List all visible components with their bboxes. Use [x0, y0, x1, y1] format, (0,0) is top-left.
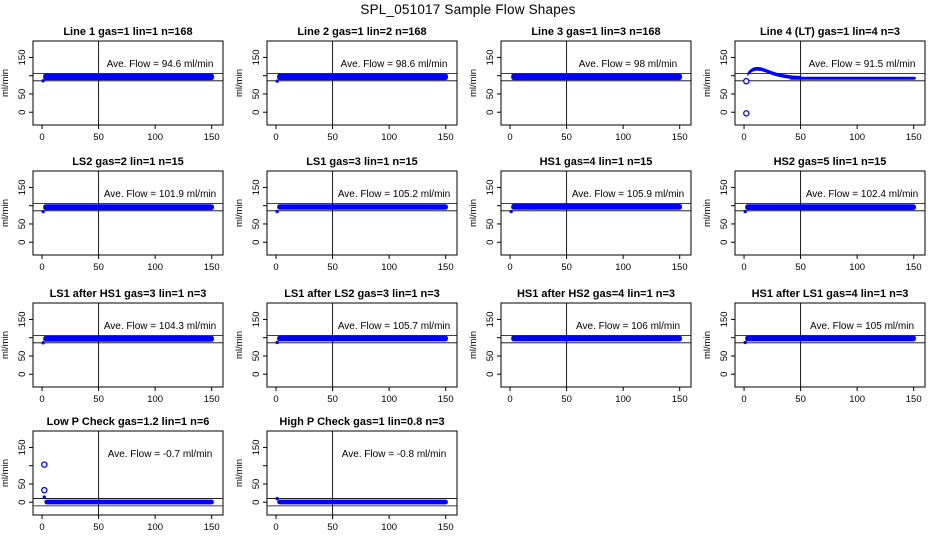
- x-tick-label: 100: [381, 262, 398, 273]
- outlier-dot-point: [743, 210, 746, 213]
- subplot-svg: [468, 153, 702, 285]
- y-axis-label: ml/min: [0, 331, 11, 359]
- subplot-title: LS1 gas=3 lin=1 n=15: [306, 156, 418, 168]
- x-tick-label: 0: [39, 522, 45, 533]
- x-tick-label: 50: [327, 132, 338, 143]
- data-band: [745, 336, 916, 342]
- avg-flow-annotation: Ave. Flow = 102.4 ml/min: [805, 189, 919, 200]
- y-tick-label: 50: [17, 478, 28, 490]
- subplot-title: Line 2 gas=1 lin=2 n=168: [297, 26, 427, 38]
- subplot-title: Low P Check gas=1.2 lin=1 n=6: [46, 416, 210, 428]
- avg-flow-annotation: Ave. Flow = 98.6 ml/min: [340, 59, 448, 70]
- data-band: [277, 336, 448, 342]
- y-tick-label: 0: [719, 239, 730, 245]
- avg-flow-annotation: Ave. Flow = 91.5 ml/min: [808, 59, 916, 70]
- x-tick-label: 150: [437, 262, 454, 273]
- avg-flow-annotation: Ave. Flow = -0.8 ml/min: [341, 449, 447, 460]
- data-band: [511, 336, 682, 342]
- subplot-svg: [702, 285, 936, 417]
- data-band: [44, 500, 214, 505]
- avg-flow-annotation: Ave. Flow = 106 ml/min: [575, 321, 681, 332]
- data-band: [277, 500, 448, 505]
- y-tick-label: 0: [251, 371, 262, 377]
- avg-flow-annotation: Ave. Flow = 105.9 ml/min: [571, 189, 685, 200]
- avg-flow-annotation: Ave. Flow = 105.2 ml/min: [337, 189, 451, 200]
- y-tick-label: 50: [485, 350, 496, 362]
- plot-box: [267, 303, 457, 387]
- avg-flow-annotation: Ave. Flow = 104.3 ml/min: [103, 321, 217, 332]
- y-axis-label: ml/min: [234, 331, 245, 359]
- main-title: SPL_051017 Sample Flow Shapes: [360, 2, 576, 17]
- subplot-panel: [234, 413, 468, 545]
- x-tick-label: 50: [795, 394, 806, 405]
- y-tick-label: 150: [719, 49, 730, 66]
- x-tick-label: 150: [671, 262, 688, 273]
- plot-box: [33, 171, 223, 255]
- y-tick-label: 50: [251, 478, 262, 490]
- subplot-title: HS1 gas=4 lin=1 n=15: [539, 156, 653, 168]
- subplot-svg: [234, 153, 468, 285]
- avg-flow-annotation: Ave. Flow = -0.7 ml/min: [107, 449, 213, 460]
- x-tick-label: 100: [849, 262, 866, 273]
- y-tick-label: 50: [719, 88, 730, 100]
- y-tick-label: 0: [485, 371, 496, 377]
- x-tick-label: 50: [93, 522, 104, 533]
- y-tick-label: 0: [17, 239, 28, 245]
- subplot-panel: [702, 153, 936, 285]
- outlier-dot-point: [275, 341, 278, 344]
- subplot-svg: [468, 285, 702, 417]
- plot-box: [33, 41, 223, 125]
- y-tick-label: 50: [251, 350, 262, 362]
- x-tick-label: 150: [905, 132, 922, 143]
- plot-box: [735, 303, 925, 387]
- x-tick-label: 0: [741, 262, 747, 273]
- outlier-dot-point: [275, 210, 278, 213]
- plot-box: [735, 171, 925, 255]
- outlier-dot-point: [43, 495, 46, 498]
- x-tick-label: 50: [795, 132, 806, 143]
- x-tick-label: 0: [273, 522, 279, 533]
- y-tick-label: 0: [719, 371, 730, 377]
- subplot-panel: [702, 23, 936, 155]
- subplot-title: HS1 after LS1 gas=4 lin=1 n=3: [751, 288, 909, 300]
- data-band: [511, 74, 682, 81]
- avg-flow-annotation: Ave. Flow = 105 ml/min: [809, 321, 915, 332]
- x-tick-label: 100: [147, 522, 164, 533]
- data-band: [511, 204, 682, 210]
- subplot-svg: [234, 413, 468, 545]
- plot-box: [501, 41, 691, 125]
- data-band: [43, 74, 214, 81]
- plot-box: [735, 41, 925, 125]
- y-tick-label: 0: [17, 109, 28, 115]
- y-tick-label: 0: [17, 499, 28, 505]
- x-tick-label: 0: [507, 262, 513, 273]
- y-axis-label: ml/min: [702, 199, 713, 227]
- x-tick-label: 150: [437, 132, 454, 143]
- plot-box: [33, 303, 223, 387]
- subplot-panel: [468, 23, 702, 155]
- subplot-panel: [468, 153, 702, 285]
- x-tick-label: 0: [273, 262, 279, 273]
- subplot-panel: [468, 285, 702, 417]
- y-axis-label: ml/min: [468, 69, 479, 97]
- x-tick-label: 100: [615, 262, 632, 273]
- subplot-panel: [0, 153, 234, 285]
- subplot-title: High P Check gas=1 lin=0.8 n=3: [279, 416, 445, 428]
- x-tick-label: 50: [93, 132, 104, 143]
- y-tick-label: 150: [485, 49, 496, 66]
- avg-flow-annotation: Ave. Flow = 101.9 ml/min: [103, 189, 217, 200]
- y-axis-label: ml/min: [468, 331, 479, 359]
- subplot-svg: [0, 413, 234, 545]
- outlier-open-point: [42, 488, 47, 493]
- subplot-panel: [0, 285, 234, 417]
- x-tick-label: 50: [327, 522, 338, 533]
- x-tick-label: 100: [615, 394, 632, 405]
- outlier-open-point: [42, 462, 47, 467]
- y-tick-label: 150: [17, 439, 28, 456]
- y-axis-label: ml/min: [702, 69, 713, 97]
- subplot-svg: [234, 285, 468, 417]
- y-tick-label: 150: [251, 179, 262, 196]
- subplot-panel: [234, 23, 468, 155]
- subplot-title: HS1 after HS2 gas=4 lin=1 n=3: [516, 288, 676, 300]
- plot-box: [267, 171, 457, 255]
- y-tick-label: 150: [485, 311, 496, 328]
- y-axis-label: ml/min: [0, 69, 11, 97]
- outlier-dot-point: [41, 341, 44, 344]
- data-band: [789, 77, 916, 80]
- x-tick-label: 150: [437, 522, 454, 533]
- subplot-panel: [702, 285, 936, 417]
- y-tick-label: 150: [17, 179, 28, 196]
- x-tick-label: 100: [147, 132, 164, 143]
- y-tick-label: 50: [485, 218, 496, 230]
- x-tick-label: 100: [615, 132, 632, 143]
- y-tick-label: 150: [17, 311, 28, 328]
- y-tick-label: 150: [251, 439, 262, 456]
- x-tick-label: 0: [507, 132, 513, 143]
- subplot-panel: [0, 413, 234, 545]
- subplot-svg: [468, 23, 702, 155]
- y-tick-label: 150: [719, 311, 730, 328]
- x-tick-label: 50: [327, 394, 338, 405]
- x-tick-label: 150: [203, 262, 220, 273]
- data-band: [745, 204, 916, 210]
- subplot-panel: [234, 153, 468, 285]
- plot-box: [267, 41, 457, 125]
- y-tick-label: 0: [251, 109, 262, 115]
- x-tick-label: 100: [147, 394, 164, 405]
- x-tick-label: 100: [849, 132, 866, 143]
- y-tick-label: 0: [485, 239, 496, 245]
- outlier-dot-point: [509, 210, 512, 213]
- x-tick-label: 0: [741, 132, 747, 143]
- data-band: [277, 74, 448, 81]
- y-axis-label: ml/min: [234, 69, 245, 97]
- y-tick-label: 0: [719, 109, 730, 115]
- outlier-open-point: [744, 79, 749, 84]
- avg-flow-annotation: Ave. Flow = 98 ml/min: [578, 59, 678, 70]
- x-tick-label: 50: [795, 262, 806, 273]
- subplot-svg: [702, 153, 936, 285]
- x-tick-label: 50: [561, 262, 572, 273]
- x-tick-label: 100: [849, 394, 866, 405]
- x-tick-label: 150: [905, 262, 922, 273]
- x-tick-label: 150: [203, 522, 220, 533]
- y-tick-label: 0: [251, 239, 262, 245]
- data-band: [277, 204, 448, 209]
- data-band: [43, 204, 214, 210]
- y-tick-label: 150: [17, 49, 28, 66]
- subplot-title: Line 1 gas=1 lin=1 n=168: [63, 26, 193, 38]
- subplot-title: Line 3 gas=1 lin=3 n=168: [531, 26, 661, 38]
- x-tick-label: 150: [905, 394, 922, 405]
- subplot-title: LS1 after HS1 gas=3 lin=1 n=3: [49, 288, 207, 300]
- x-tick-label: 150: [203, 132, 220, 143]
- outlier-open-point: [744, 111, 749, 116]
- y-tick-label: 150: [719, 179, 730, 196]
- x-tick-label: 0: [39, 262, 45, 273]
- x-tick-label: 100: [381, 522, 398, 533]
- subplot-title: Line 4 (LT) gas=1 lin=4 n=3: [759, 26, 901, 38]
- y-tick-label: 50: [17, 88, 28, 100]
- subplot-title: HS2 gas=5 lin=1 n=15: [773, 156, 887, 168]
- y-tick-label: 150: [251, 49, 262, 66]
- x-tick-label: 100: [381, 394, 398, 405]
- plot-box: [501, 303, 691, 387]
- outlier-dot-point: [275, 497, 278, 500]
- subplot-svg: [234, 23, 468, 155]
- x-tick-label: 150: [437, 394, 454, 405]
- x-tick-label: 50: [561, 394, 572, 405]
- y-tick-label: 0: [251, 499, 262, 505]
- y-tick-label: 50: [251, 218, 262, 230]
- plot-box: [501, 171, 691, 255]
- avg-flow-annotation: Ave. Flow = 105.7 ml/min: [337, 321, 451, 332]
- y-axis-label: ml/min: [702, 331, 713, 359]
- y-axis-label: ml/min: [0, 459, 11, 487]
- x-tick-label: 50: [93, 394, 104, 405]
- y-axis-label: ml/min: [468, 199, 479, 227]
- y-tick-label: 50: [719, 218, 730, 230]
- x-tick-label: 50: [327, 262, 338, 273]
- outlier-dot-point: [743, 341, 746, 344]
- subplot-panel: [0, 23, 234, 155]
- y-tick-label: 50: [17, 218, 28, 230]
- x-tick-label: 50: [561, 132, 572, 143]
- x-tick-label: 150: [203, 394, 220, 405]
- x-tick-label: 0: [741, 394, 747, 405]
- subplot-svg: [702, 23, 936, 155]
- x-tick-label: 0: [39, 132, 45, 143]
- y-tick-label: 50: [251, 88, 262, 100]
- y-tick-label: 0: [485, 109, 496, 115]
- y-tick-label: 50: [485, 88, 496, 100]
- x-tick-label: 0: [39, 394, 45, 405]
- data-band: [43, 336, 214, 342]
- x-tick-label: 50: [93, 262, 104, 273]
- y-tick-label: 50: [17, 350, 28, 362]
- x-tick-label: 0: [507, 394, 513, 405]
- outlier-dot-point: [275, 79, 278, 82]
- subplot-svg: [0, 23, 234, 155]
- x-tick-label: 100: [147, 262, 164, 273]
- subplot-svg: [0, 285, 234, 417]
- y-tick-label: 50: [719, 350, 730, 362]
- outlier-dot-point: [41, 79, 44, 82]
- subplot-svg: [0, 153, 234, 285]
- y-tick-label: 0: [17, 371, 28, 377]
- y-tick-label: 150: [485, 179, 496, 196]
- y-axis-label: ml/min: [234, 199, 245, 227]
- x-tick-label: 150: [671, 394, 688, 405]
- y-tick-label: 150: [251, 311, 262, 328]
- x-tick-label: 100: [381, 132, 398, 143]
- subplot-title: LS2 gas=2 lin=1 n=15: [72, 156, 184, 168]
- y-axis-label: ml/min: [0, 199, 11, 227]
- subplot-title: LS1 after LS2 gas=3 lin=1 n=3: [284, 288, 440, 300]
- avg-flow-annotation: Ave. Flow = 94.6 ml/min: [106, 59, 214, 70]
- outlier-dot-point: [41, 210, 44, 213]
- y-axis-label: ml/min: [234, 459, 245, 487]
- subplot-panel: [234, 285, 468, 417]
- x-tick-label: 0: [273, 132, 279, 143]
- x-tick-label: 150: [671, 132, 688, 143]
- x-tick-label: 0: [273, 394, 279, 405]
